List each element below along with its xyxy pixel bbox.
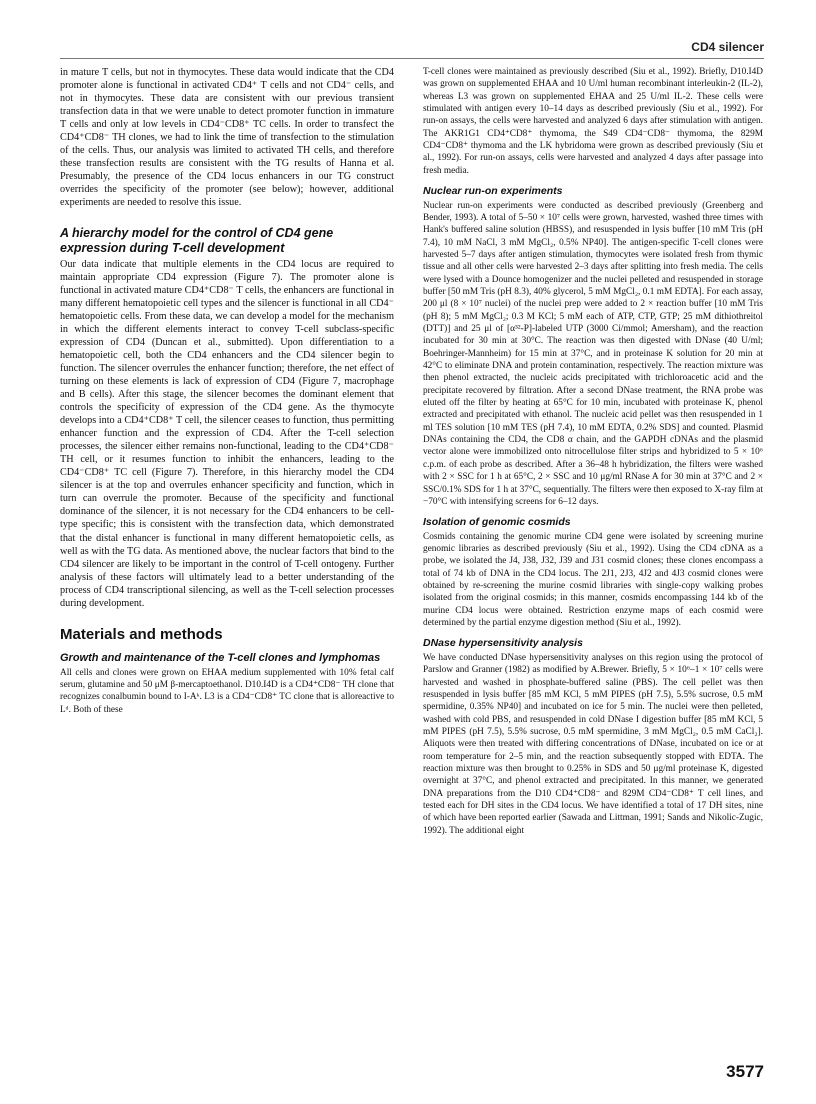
growth-continuation-paragraph: T-cell clones were maintained as previously described (Siu et al., 1992). Briefly, D10.I4D was grown on supplemented EHAA and 10 U/ml human recombinant interleukin-2 (IL-2), whereas L3 was grown on supplemented EHAA and 25 U/ml IL-2. These cells were stimulated with antigen every 10–14 days as described previously (Siu et al., 1992). For run-on assays, the cells were harvested and analyzed 6 days after stimulation with antigen. The AKR1G1 CD4⁺CD8⁺ thymoma, the S49 CD4⁻CD8⁻ thymoma, the 829M CD4⁻CD8⁺ thymoma and the LK hybridoma were grown as described previously (Siu et al., 1992). For run-on assays, cells were harvested and analyzed 4 days after passage into fresh media.: [423, 67, 763, 176]
growth-subsection-title: Growth and maintenance of the T-cell clones and lymphomas: [60, 651, 381, 664]
right-column: [423, 66, 763, 837]
runon-subsection-title: Nuclear run-on experiments: [423, 185, 563, 198]
hierarchy-section-title: A hierarchy model for the control of CD4 gene expression during T-cell development: [60, 225, 334, 255]
left-column: [60, 66, 394, 716]
dnase-paragraph: We have conducted DNase hypersensitivity analyses on this region using the protocol of Parslow and Granner (1982) as modified by A.Brewer. Briefly, 5 × 10⁶–1 × 10⁷ cells were harvested and washed in phosphate-buffered saline (PBS). The cell pellet was then resuspended in lysis buffer [85 mM KCl, 5 mM PIPES (pH 7.5), 5.5% sucrose, 0.5 mM spermidine, 0.35% NP40] and incubated on ice for 5 min. The nuclei were then pelleted, washed with cold PBS, and resuspended in cold DNase I digestion buffer [85 mM KCl, 5 mM PIPES (pH 7.5), 5.5% sucrose, 0.5 mM spermidine, 3 mM MgCl₂, 0.5 mM CaCl₂]. Aliquots were then treated with differing concentrations of DNase, incubated on ice or at room temperature for 2–5 min, and the reaction subsequently stopped with EDTA. The reaction mixture was then brought to 0.25% in SDS and 50 μg/ml proteinase K, digested overnight at 37°C, and phenol extracted and precipitated. In this manner, we generated DNA preparations from the D10 CD4⁺CD8⁻ and 829M CD4⁻CD8⁺ T cell lines, and tested each for DH sites in the CD4 locus. We have identified a total of 17 DH sites, nine of which have been reported earlier (Sawada and Littman, 1991; Sands and Nikolic-Zugic, 1992). The additional eight: [423, 652, 763, 836]
running-head: CD4 silencer: [691, 40, 764, 54]
dnase-subsection-title: DNase hypersensitivity analysis: [423, 637, 583, 650]
page-number: 3577: [726, 1062, 764, 1081]
cosmids-paragraph: Cosmids containing the genomic murine CD4 gene were isolated by screening murine genomic libraries as described previously (Siu et al., 1992). Using the CD4 cDNA as a probe, we isolated the J4, J38, J32, J39 and J31 cosmid clones; these clones encompass a total of 74 kb of DNA in the CD4 locus. The 2J1, 2J3, 4J2 and 4J3 cosmid clones were obtained by re-screening the murine cosmid libraries with single-copy walking probes isolated from the original cosmids; in this manner, cosmids encompassing 144 kb of the murine CD4 locus were obtained. Restriction enzyme maps of each cosmid were determined by the partial enzyme digestion method (Siu et al., 1992).: [423, 531, 763, 629]
cosmids-subsection-title: Isolation of genomic cosmids: [423, 516, 571, 529]
runon-paragraph: Nuclear run-on experiments were conducted as described previously (Greenberg and Bender, 1993). A total of 5–50 × 10⁷ cells were grown, harvested, washed three times with Hank's buffered saline solution (HBSS), and resuspended in lysis buffer [10 mM Tris (pH 7.4), 10 mM NaCl, 3 mM MgCl₂, 0.5% NP40]. The antigen-specific T-cell clones were harvested 5–7 days after antigen stimulation, thymocytes were isolated fresh from thymic tissue and all other cells were harvested 2–3 days after splitting into fresh media. The cells were lysed with a Dounce homogenizer and the nuclei pelleted and resuspended in storage buffer [50 mM Tris (pH 8.3), 40% glycerol, 5 mM MgCl₂, 0.1 mM EDTA]. For each assay, 200 μl (8 × 10⁷ nuclei) of the nuclei prep were added to 2 × reaction buffer [10 mM Tris (pH 8); 5 mM MgCl₂; 0.3 M KCl; 5 mM each of ATP, CTP, GTP; 25 mM dithiothreitol (DTT)] and 25 μl of [α³²-P]-labeled UTP (3000 Ci/mmol; Amersham), and the reaction incubated for 30 min at 30°C. The reaction was then digested with DNase (40 U/ml; Boehringer-Mannheim) for 15 min at 37°C, and in proteinase K solution for 20 min at 42°C to eliminate DNA and protein contamination, respectively. The reaction mixture was then phenol extracted, the nucleic acids precipitated with trichloroacetic acid and the precipitate recovered by filtration. After a second DNase treatment, the RNA probe was eluted off the filter by heating at 65°C for 10 min, incubated with proteinase K, phenol extracted and precipitated with ethanol. The nucleic acid pellet was then resuspended in 1 ml TES solution [10 mM TES (pH 7.4), 10 mM EDTA, 0.2% SDS] and counted. Plasmid DNAs containing the CD4, the CD8 α chain, and the GAPDH cDNAs and the plasmid vector alone were immobilized onto nitrocellulose filter strips and hybridized to 5 × 10⁶ c.p.m. of each probe as described. After a 36–48 h hybridization, the filters were washed with 2 × SSC for 1 h at 65°C, 2 × SSC and 10 μg/ml RNase A for 30 min at 37°C and 2 × SSC/0.1% SDS for 1 h at 37°C, sequentially. The filters were then exposed to X-ray film at −70°C with intensifying screens for 6–12 days.: [423, 200, 763, 507]
header-rule: [60, 58, 764, 59]
hierarchy-paragraph: Our data indicate that multiple elements in the CD4 locus are required to maintain appropriate CD4 expression (Figure 7). The promoter alone is functional in activated mature CD4⁺CD8⁻ T cells, the enhancers are functional in many different hematopoietic cell types and the silencer is functional in all CD4⁻ hematopoietic cells. From these data, we can develop a model for the mechanism in which the different elements interact to convey T-cell subclass-specific expression of CD4 (Duncan et al., submitted). Upon differentiation to a hematopoietic cell, both the CD4 enhancers and the CD4 silencer begin to function. The silencer overrules the enhancer function; therefore, the net effect of turning on these elements is lack of expression of CD4 (Figure 7, macrophage and B cells). After this stage, the silencer becomes the dominant element that controls the specificity of expression of the CD4 gene. As the thymocyte develops into a CD4⁺CD8⁺ T cell, the silencer ceases to function, thus permitting enhancer function and the expression of CD4. After the T-cell selection processes, the silencer either remains non-functional, leading to the CD4⁺CD8⁻ TH cell, or it resumes function to inhibit the enhancers, leading to the CD4⁻CD8⁺ TC cell (Figure 7). Therefore, in this hierarchy model the CD4 silencer is at the top and overrules enhancer specificity and function, which in turn can overrule the promoter. Because of the specificity and functional dominance of the silencer, it is not necessary for the CD4 enhancers to be cell-type specific; this is consistent with the transfection data, which demonstrated that the distal enhancer is functional in many different hematopoietic cells, as well as with the TG data. As mentioned above, the nuclear factors that bind to the CD4 silencer are likely to be important in the control of T-cell ontogeny. Further analysis of these factors will ultimately lead to a better understanding of the process of CD4 transcriptional silencing, as well as the T-cell selection processes during development.: [60, 258, 394, 609]
methods-title: Materials and methods: [60, 625, 223, 643]
continuation-paragraph: in mature T cells, but not in thymocytes. These data would indicate that the CD4 promoter alone is functional in activated CD4⁺ T cells and not CD4⁻ cells, and not in thymocytes. These data are consistent with our previous transient transfection data in that we were unable to detect promoter function in immature T cells and only at low levels in CD4⁻CD8⁺ TC cells. In order to transfect the CD4⁺CD8⁻ TH clones, we had to link the time of transfection to the stimulation of the cells. Thus, our analysis was limited to activated TH cells, and therefore these transfection results are consistent with the TG results of Hanna et al. Presumably, the presence of the CD4 locus enhancers in our TG construct overrides the specificity of the promoter (see below); however, additional experiments are needed to resolve this issue.: [60, 67, 394, 209]
growth-paragraph: All cells and clones were grown on EHAA medium supplemented with 10% fetal calf serum, glutamine and 50 μM β-mercaptoethanol. D10.I4D is a CD4⁺CD8⁻ TH clone that recognizes conalbumin bound to I-Aᵏ. L3 is a CD4⁻CD8⁺ TC clone that is alloreactive to Lᵈ. Both of these: [60, 667, 394, 715]
